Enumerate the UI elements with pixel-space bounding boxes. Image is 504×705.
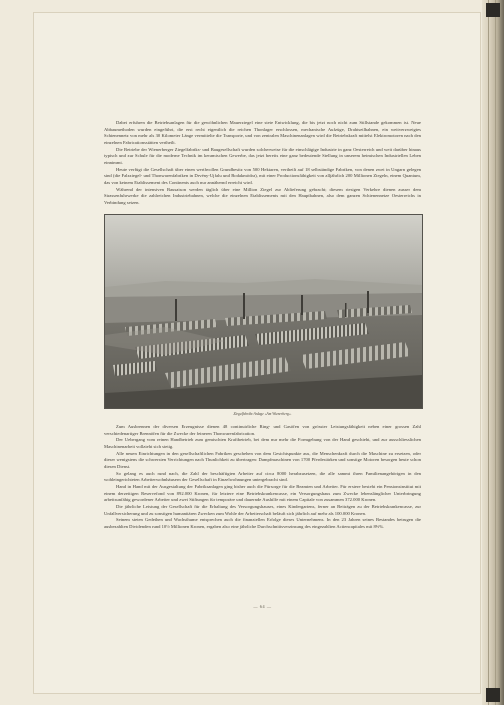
paragraph: Die Betriebe der Wienerberger Ziegelfabriks- und Baugesellschaft wurden solcherweise für die einschlägige Industrie in ganz Oesterreich und weit darüber hinaus typisch und zur Schule für die moderne Technik im keramischen Gewerbe, das jetzt bereits eine ganz bedeutende Stellung in unserem heimischen Industriellen Leben einnimmt.: [104, 146, 421, 165]
paragraph: Zum Ausbrennen der diversen Erzeugnisse dienen 48 continuirliche Ring- und Gasöfen von grösster Leistungsfähigkeit neben einer grossen Zahl verschiedenartiger Brennöfen für die Zwecke der feineren Thonwarenfabrication.: [104, 424, 421, 436]
scan-corner-mark-top: [486, 3, 500, 17]
photo-caption: Ziegelfabriks-Anlage »Am Wienerberg«.: [233, 412, 292, 416]
paragraph: Der Uebergang vom reinen Handbetrieb zum gemischten Kraftbetrieb, bei dem nur mehr die Formgebung von der Hand geschieht, und zur ausschliesslichen Maschinenarbeit vollzieht sich stetig.: [104, 437, 421, 449]
paragraph: Während der intensiven Bausaison werden täglich über eine Million Ziegel zur Ablieferung gebracht; diesem riesigen Verkehre dienen ausser dem Strassenfuhrwerke die zahlreichen Industriebahnen, welche die einzelnen Etablissements mit den Hauptbahnen, also dem ganzen Schienennetze Oesterreichs in Verbindung setzen.: [104, 186, 421, 205]
factory-photograph: [104, 214, 423, 409]
paragraph: Hand in Hand mit der Ausgestaltung der Fabriksanlagen ging bisher auch die Fürsorge für die Beamten und Arbeiter. Für erstere besteht ein Pensionsinstitut mit einem derzeitigen Reservefond von 892.000 Kronen, für letztere eine Betriebskrankencasse, ein Versorgungshaus zum Zwecke lebenslänglicher Unterbringung arbeitsunfähig gewordener Arbeiter und zwei Stiftungen für temporäre und dauernde Aushilfe mit einem Capitale von zusammen 372.000 Kronen.: [104, 483, 421, 503]
spine-edge-line: [495, 0, 496, 705]
body-text-bottom: [104, 424, 421, 531]
scan-corner-mark-bottom: [486, 688, 500, 702]
spine-edge-line: [488, 0, 489, 705]
body-text-top: [104, 120, 421, 207]
paragraph: Seinem steten Gedeihen und Wachsthume entsprechen auch die finanziellen Erfolge dieses Unternehmens. In den 23 Jahren seines Bestandes betrugen die ausbezahlten Dividenden rund 10½ Millionen Kronen, ergaben also eine jährliche Durchschnittsverzinsung des eingezahlten Actiencapitales mit 8⅔%.: [104, 517, 421, 529]
paragraph: Die jährliche Leistung der Gesellschaft für die Erhaltung des Versorgungshauses, eines Kindergartens, ferner an Beiträgen zu der Betriebskrankencasse, zur Unfallversicherung und zu sonstigen humanitären Zwecken zum Wohle der Arbeiterschaft beläuft sich jährlich auf mehr als 100.000 Kronen.: [104, 503, 421, 516]
factory-aerial-view-image: [105, 215, 422, 408]
paragraph: Dabei erfuhren die Betriebsanlagen für die gewöhnlichen Mauerziegel eine stete Entwicklung, die bis jetzt noch nicht zum Stillstande gekommen ist. Neue Abbaumethoden wurden eingeführt, die erst recht eigentlich die reichen Thonlager erschlossen, mechanische Aufzüge, Drahtseilbahnen, ein weitverzweigtes Schienennetz von mehr als 30 Kilometer Länge vermittelte die Transporte, und von zentralen Maschinenanlagen wird die Betriebskraft mittelst Elektromotoren nach den einzelnen Fabricationsstätten vertheilt.: [104, 120, 421, 145]
book-spine: [482, 0, 504, 705]
paragraph: So gelang es auch rund nach, die Zahl der beschäftigten Arbeiter auf circa 8000 herabzusetzen, die alle sammt ihren Familienangehörigen in den wohleingerichteten Arbeiterwohnhäusern der Gesellschaft in Einzelwohnungen untergebracht sind.: [104, 470, 421, 483]
page-number: — 64 —: [253, 604, 272, 609]
paragraph: Heute verfügt die Gesellschaft über einen werthvollen Grundbesitz von 500 Hektaren, vertheilt auf 18 selbständige Fabriken, von denen zwei in Ungarn gelegen sind (die Falzziegel- und Thonwarenfabriken in Drvény-Ujfalu und Bodakmödra), mit einer Productionsfähigkeit von alljährlich 200 Millionen Ziegeln, einem Quantum, das von keinem Etablissement des Continents auch nur annähernd erreicht wird.: [104, 166, 421, 185]
paragraph: Alle neuen Einrichtungen in den gesellschaftlichen Fabriken geschehen von dem Gesichtspunkte aus, die Menschenkraft durch die Maschine zu ersetzen, oder dieser wenigstens die schwersten Verrichtungen nach Thunlichkeit zu übertragen: Dampfmaschinen von 1700 Pferdestärken und sonstige Motoren besorgen heute schon diesen Dienst.: [104, 450, 421, 469]
